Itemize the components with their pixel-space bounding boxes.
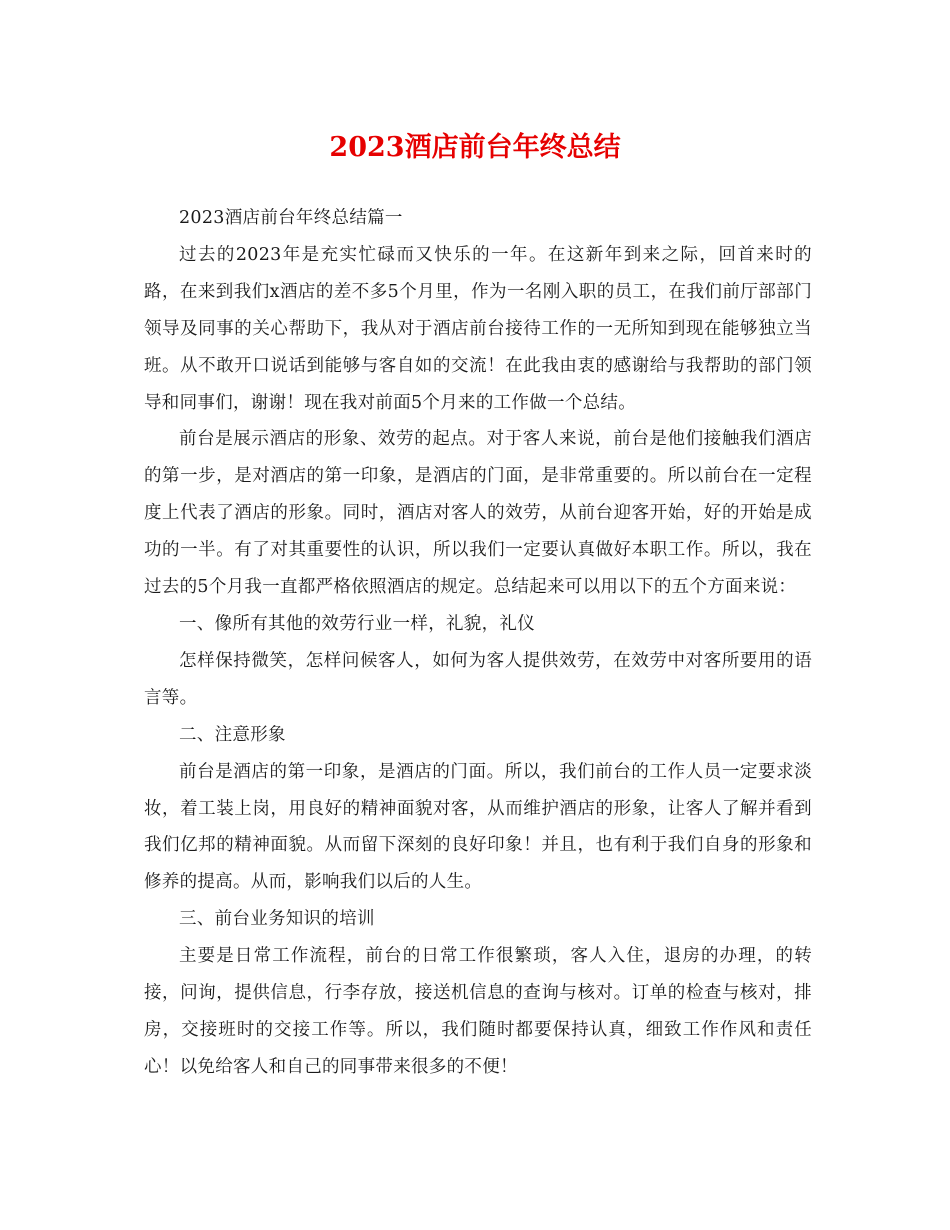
section-heading-part-one: 2023酒店前台年终总结篇一: [179, 208, 403, 228]
paragraph-intro: 过去的2023年是充实忙碌而又快乐的一年。在这新年到来之际，回首来时的路，在来到我们x酒店的差不多5个月里，作为一名刚入职的员工，在我们前厅部部门领导及同事的关心帮助下，我从对于酒店前台接待工作的一无所知到现在能够独立当班。从不敢开口说话到能够与客自如的交流！在此我由衷的感谢给与我帮助的部门领导和同事们，谢谢！现在我对前面5个月来的工作做一个总结。: [144, 244, 812, 413]
paragraph-etiquette: 怎样保持微笑，怎样问候客人，如何为客人提供效劳，在效劳中对客所要用的语言等。: [144, 650, 812, 708]
section-heading-image: 二、注意形象: [179, 724, 286, 745]
document-body: [144, 200, 812, 1086]
document-title: 2023酒店前台年终总结: [329, 132, 621, 163]
paragraph-training: 主要是日常工作流程，前台的日常工作很繁琐，客人入住，退房的办理，的转接，问询，提供信息，行李存放，接送机信息的查询与核对。订单的检查与核对，排房，交接班时的交接工作等。所以，我们随时都要保持认真，细致工作作风和责任心！以免给客人和自己的同事带来很多的不便！: [144, 946, 812, 1077]
section-heading-etiquette: 一、像所有其他的效劳行业一样，礼貌，礼仪: [179, 613, 535, 634]
paragraph-image: 前台是酒店的第一印象，是酒店的门面。所以，我们前台的工作人员一定要求淡妆，着工装上岗，用良好的精神面貌对客，从而维护酒店的形象，让客人了解并看到我们亿邦的精神面貌。从而留下深刻的良好印象！并且，也有利于我们自身的形象和修养的提高。从而，影响我们以后的人生。: [144, 761, 812, 893]
section-heading-training: 三、前台业务知识的培训: [179, 909, 375, 930]
paragraph-front-desk-role: 前台是展示酒店的形象、效劳的起点。对于客人来说，前台是他们接触我们酒店的第一步，是对酒店的第一印象，是酒店的门面，是非常重要的。所以前台在一定程度上代表了酒店的形象。同时，酒店对客人的效劳，从前台迎客开始，好的开始是成功的一半。有了对其重要性的认识，所以我们一定要认真做好本职工作。所以，我在过去的5个月我一直都严格依照酒店的规定。总结起来可以用以下的五个方面来说：: [144, 429, 812, 598]
